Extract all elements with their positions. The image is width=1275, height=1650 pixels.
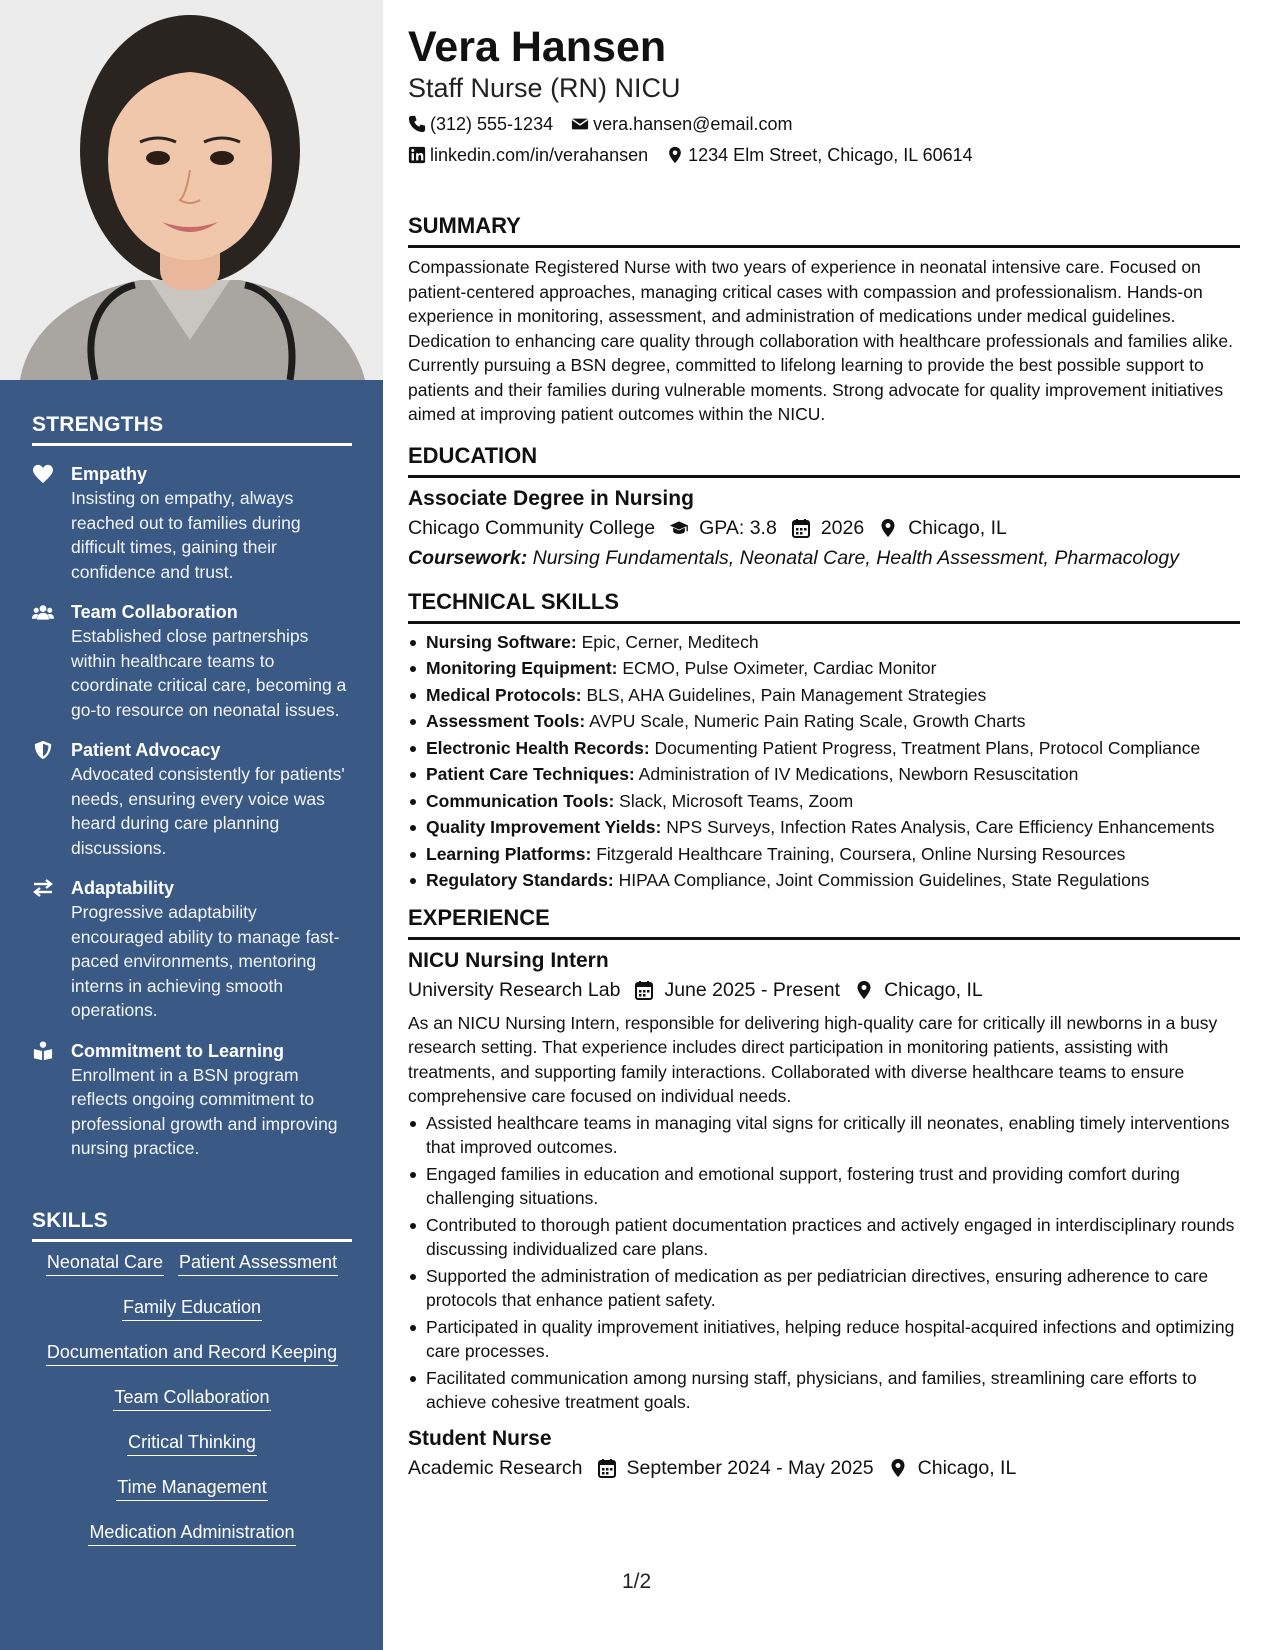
skill-label: Nursing Software: — [426, 631, 577, 652]
job-dates-item — [634, 975, 840, 1005]
job-location-item — [854, 975, 983, 1005]
education-heading: EDUCATION — [408, 443, 1240, 478]
strength-item-adaptability — [32, 876, 352, 1023]
list-item — [408, 842, 1240, 867]
skill-label: Regulatory Standards: — [426, 870, 614, 890]
skill-value: Epic, Cerner, Meditech — [581, 631, 759, 652]
list-item — [408, 815, 1240, 840]
strength-item-team-collaboration — [32, 600, 352, 722]
strength-item-commitment-to-learning — [32, 1039, 352, 1161]
job-dates: June 2025 - Present — [664, 978, 841, 1001]
skill-chip: Medication Administration — [88, 1521, 295, 1546]
list-item: Engaged families in education and emotional support, fostering trust and providing comfort during challenging situations. — [408, 1162, 1240, 1211]
page-number: 1/2 — [622, 1570, 652, 1593]
strength-item-empathy — [32, 462, 352, 584]
map-pin-icon — [888, 1458, 908, 1478]
job-org-item — [408, 1453, 583, 1483]
skill-chip: Team Collaboration — [113, 1386, 270, 1411]
list-item: Participated in quality improvement initiatives, helping reduce hospital-acquired infections and optimizing care processes. — [408, 1315, 1240, 1364]
skill-chip: Documentation and Record Keeping — [46, 1341, 338, 1366]
summary-text: Compassionate Registered Nurse with two years of experience in neonatal intensive care. Focused on patient-centered approaches, managing critical cases with compassion and professionalism. Hands-on experience in monitoring, assessment, and administration of medications under medical guidelines. Dedication to enhancing care quality through collaboration with healthcare professionals and families alike. Currently pursuing a BSN degree, committed to lifelong learning to provide the best possible support to patients and their families during vulnerable moments. Strong advocate for quality improvement initiatives aimed at improving patient outcomes within the NICU. — [408, 257, 1233, 424]
skill-label: Medical Protocols: — [426, 684, 582, 705]
strength-description: Insisting on empathy, always reached out to families during difficult times, gaining their confidence and trust. — [71, 488, 301, 582]
job-meta — [408, 975, 1240, 1005]
skill-value: Administration of IV Medications, Newborn Resuscitation — [638, 764, 1079, 784]
list-item — [408, 868, 1240, 893]
phone-icon — [408, 115, 426, 133]
job-bullets — [408, 1111, 1240, 1415]
contact-row — [408, 112, 1240, 136]
list-item — [408, 630, 1240, 655]
skill-value: Documenting Patient Progress, Treatment Plans, Protocol Compliance — [654, 737, 1201, 758]
coursework-line — [408, 543, 1240, 573]
strengths-list — [32, 462, 352, 1177]
sidebar — [0, 0, 383, 1650]
strength-item-patient-advocacy — [32, 738, 352, 860]
degree-title: Associate Degree in Nursing — [408, 486, 694, 510]
list-item: Contributed to thorough patient documentation practices and actively engaged in interdisciplinary rounds discussing individualized care plans. — [408, 1213, 1240, 1262]
shield-icon — [32, 740, 54, 760]
graduation-year: 2026 — [820, 516, 865, 539]
main-content — [408, 20, 1240, 1483]
job-description: As an NICU Nursing Intern, responsible for delivering high-quality care for critically ill newborns in a busy research setting. That experience includes direct participation in monitoring patients, assisting with treatments, and supporting family interactions. Collaborated with diverse healthcare teams to ensure comprehensive care focused on individual needs. — [408, 1012, 1218, 1106]
skill-chip: Critical Thinking — [127, 1431, 257, 1456]
email-contact[interactable] — [571, 112, 792, 136]
list-item — [408, 789, 1240, 814]
candidate-name: Vera Hansen — [408, 23, 667, 71]
strength-title: Commitment to Learning — [71, 1040, 285, 1061]
contact-row-2 — [408, 143, 1240, 167]
envelope-icon — [571, 115, 589, 133]
email-address[interactable]: vera.hansen@email.com — [593, 114, 793, 134]
profile-photo — [0, 0, 383, 380]
strength-title: Patient Advocacy — [71, 740, 221, 760]
list-item — [408, 709, 1240, 734]
strength-description: Enrollment in a BSN program reflects ongoing commitment to professional growth and improving nursing practice. — [71, 1064, 338, 1158]
job-org: Academic Research — [408, 1456, 583, 1479]
strength-title: Adaptability — [71, 878, 175, 898]
list-item — [408, 762, 1240, 787]
experience-heading: EXPERIENCE — [408, 905, 1240, 940]
skill-label: Patient Care Techniques: — [426, 764, 635, 784]
exchange-arrows-icon — [32, 878, 54, 898]
job-title: NICU Nursing Intern — [408, 948, 609, 972]
skill-value: Slack, Microsoft Teams, Zoom — [619, 790, 854, 811]
skill-chip: Neonatal Care — [46, 1251, 164, 1276]
skill-label: Communication Tools: — [426, 790, 615, 811]
strength-description: Progressive adaptability encouraged ability to manage fast-paced environments, mentoring interns in achieving smooth operations. — [71, 902, 340, 1020]
skill-value: HIPAA Compliance, Joint Commission Guidelines, State Regulations — [618, 870, 1150, 890]
map-pin-icon — [666, 146, 684, 164]
gpa-value: GPA: 3.8 — [699, 516, 777, 539]
skill-label: Learning Platforms: — [426, 843, 592, 864]
school-name-item — [408, 513, 655, 543]
coursework-label: Coursework: — [408, 546, 528, 569]
skill-chip: Family Education — [122, 1296, 262, 1321]
summary-heading: SUMMARY — [408, 213, 1240, 248]
education-meta — [408, 513, 1240, 543]
strength-title: Team Collaboration — [71, 602, 238, 622]
map-pin-icon — [854, 980, 874, 1000]
list-item: Assisted healthcare teams in managing vital signs for critically ill neonates, enabling timely interventions that improved outcomes. — [408, 1111, 1240, 1160]
job-org-item — [408, 975, 620, 1005]
job-dates: September 2024 - May 2025 — [626, 1456, 874, 1479]
list-item: Supported the administration of medication as per pediatrician directives, ensuring adherence to care protocols that enhance patient safety. — [408, 1264, 1240, 1313]
calendar-icon — [791, 518, 811, 538]
technical-skills-list — [408, 630, 1240, 893]
phone-number: (312) 555-1234 — [430, 114, 554, 134]
job-title: Student Nurse — [408, 1426, 552, 1450]
education-location-item — [878, 513, 1007, 543]
job-dates-item — [597, 1453, 874, 1483]
strength-description: Established close partnerships within healthcare teams to coordinate critical care, becoming a go-to resource on neonatal issues. — [71, 626, 347, 720]
skill-label: Monitoring Equipment: — [426, 658, 618, 678]
skill-chip: Patient Assessment — [178, 1251, 338, 1276]
skill-chip: Time Management — [116, 1476, 267, 1501]
address-text: 1234 Elm Street, Chicago, IL 60614 — [688, 145, 973, 165]
job-location: Chicago, IL — [917, 1456, 1017, 1479]
skill-value: BLS, AHA Guidelines, Pain Management Strategies — [586, 684, 987, 705]
skill-value: Fitzgerald Healthcare Training, Coursera, Online Nursing Resources — [596, 843, 1126, 864]
skill-value: NPS Surveys, Infection Rates Analysis, Care Efficiency Enhancements — [666, 817, 1215, 837]
school-name: Chicago Community College — [408, 516, 656, 539]
phone-contact — [408, 112, 553, 136]
skills-heading: SKILLS — [32, 1209, 352, 1242]
job-location: Chicago, IL — [884, 978, 983, 1001]
skill-label: Quality Improvement Yields: — [426, 817, 662, 837]
strength-title: Empathy — [71, 464, 148, 484]
heart-icon — [32, 464, 54, 484]
map-pin-icon — [878, 518, 898, 538]
gpa-item — [669, 513, 777, 543]
skill-value: AVPU Scale, Numeric Pain Rating Scale, Growth Charts — [589, 711, 1026, 731]
linkedin-contact[interactable] — [408, 143, 648, 167]
job-org: University Research Lab — [408, 978, 621, 1001]
candidate-title: Staff Nurse (RN) NICU — [408, 73, 681, 103]
skill-label: Electronic Health Records: — [426, 737, 650, 758]
graduation-year-item — [791, 513, 864, 543]
job-meta — [408, 1453, 1240, 1483]
strengths-heading: STRENGTHS — [32, 413, 352, 446]
coursework-list: Nursing Fundamentals, Neonatal Care, Health Assessment, Pharmacology — [532, 546, 1179, 569]
linkedin-url[interactable]: linkedin.com/in/verahansen — [430, 145, 649, 165]
graduation-cap-icon — [669, 518, 689, 538]
education-location: Chicago, IL — [908, 516, 1007, 539]
job-location-item — [888, 1453, 1017, 1483]
list-item — [408, 683, 1240, 708]
book-reader-icon — [32, 1041, 54, 1061]
address-contact — [666, 143, 973, 167]
linkedin-icon — [408, 146, 426, 164]
list-item — [408, 736, 1240, 761]
list-item — [408, 656, 1240, 681]
skill-label: Assessment Tools: — [426, 711, 586, 731]
skills-list — [32, 1251, 352, 1566]
technical-skills-heading: TECHNICAL SKILLS — [408, 589, 1240, 624]
calendar-icon — [634, 980, 654, 1000]
calendar-icon — [597, 1458, 617, 1478]
strength-description: Advocated consistently for patients' needs, ensuring every voice was heard during care planning discussions. — [71, 764, 345, 858]
skill-value: ECMO, Pulse Oximeter, Cardiac Monitor — [622, 658, 937, 678]
list-item: Facilitated communication among nursing staff, physicians, and families, streamlining care efforts to achieve cohesive treatment goals. — [408, 1366, 1240, 1415]
users-icon — [32, 602, 54, 622]
